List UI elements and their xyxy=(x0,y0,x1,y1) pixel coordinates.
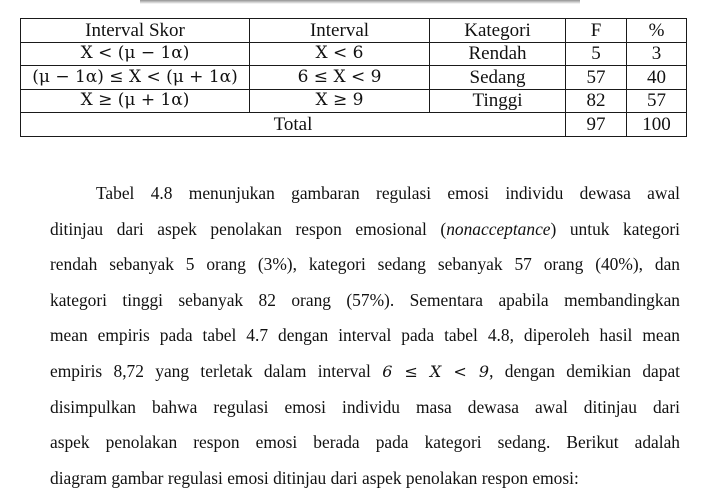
total-label: Total xyxy=(21,113,566,137)
body-paragraph xyxy=(50,176,680,496)
cell-percent: 3 xyxy=(627,42,687,66)
cell-interval: 6 ≤ X < 9 xyxy=(250,66,430,90)
header-percent: % xyxy=(627,19,687,43)
header-interval: Interval xyxy=(250,19,430,43)
paragraph-line: disimpulkan bahwa regulasi emosi individu masa dewasa awal ditinjau dari xyxy=(50,396,680,417)
table-row xyxy=(21,89,687,113)
page-top-shadow xyxy=(140,0,580,4)
paragraph-line: diagram gambar regulasi emosi ditinjau dari aspek penolakan respon emosi: xyxy=(50,467,579,488)
paragraph-text: ) untuk kategori xyxy=(550,218,681,239)
cell-percent: 57 xyxy=(627,89,687,113)
paragraph-line xyxy=(50,212,680,248)
table-row xyxy=(21,66,687,90)
cell-interval: X < 6 xyxy=(250,42,430,66)
paragraph-line: rendah sebanyak 5 orang (3%), kategori sedang sebanyak 57 orang (40%), dan xyxy=(50,254,680,275)
cell-frequency: 57 xyxy=(566,66,627,90)
cell-percent: 40 xyxy=(627,66,687,90)
cell-score-interval: (μ − 1α) ≤ X < (μ + 1α) xyxy=(21,66,250,90)
paragraph-line: aspek penolakan respon emosi berada pada kategori sedang. Berikut adalah xyxy=(50,432,680,453)
header-score-interval: Interval Skor xyxy=(21,19,250,43)
category-table xyxy=(20,18,687,137)
cell-category: Tinggi xyxy=(430,89,566,113)
paragraph-text: empiris 8,72 yang terletak dalam interval xyxy=(50,360,371,381)
cell-category: Rendah xyxy=(430,42,566,66)
table-row xyxy=(21,42,687,66)
header-frequency: F xyxy=(566,19,627,43)
paragraph-math: 6 ≤ X < 9 xyxy=(382,361,490,381)
paragraph-line xyxy=(50,354,680,390)
paragraph-line: kategori tinggi sebanyak 82 orang (57%). Sementara apabila membandingkan xyxy=(50,289,680,310)
cell-score-interval: X ≥ (μ + 1α) xyxy=(21,89,250,113)
cell-score-interval: X < (μ − 1α) xyxy=(21,42,250,66)
cell-frequency: 5 xyxy=(566,42,627,66)
table-header-row xyxy=(21,19,687,43)
paragraph-text: ditinjau dari aspek penolakan respon emosional ( xyxy=(50,218,447,239)
paragraph-line: Tabel 4.8 menunjukan gambaran regulasi emosi individu dewasa awal xyxy=(96,183,680,203)
header-category: Kategori xyxy=(430,19,566,43)
total-frequency: 97 xyxy=(566,113,627,137)
cell-category: Sedang xyxy=(430,66,566,90)
paragraph-emphasis: nonacceptance xyxy=(446,218,551,239)
paragraph-line: mean empiris pada tabel 4.7 dengan interval pada tabel 4.8, diperoleh hasil mean xyxy=(50,325,680,346)
cell-frequency: 82 xyxy=(566,89,627,113)
total-percent: 100 xyxy=(627,113,687,137)
cell-interval: X ≥ 9 xyxy=(250,89,430,113)
table-total-row xyxy=(21,113,687,137)
paragraph-text: , dengan demikian dapat xyxy=(489,360,681,381)
